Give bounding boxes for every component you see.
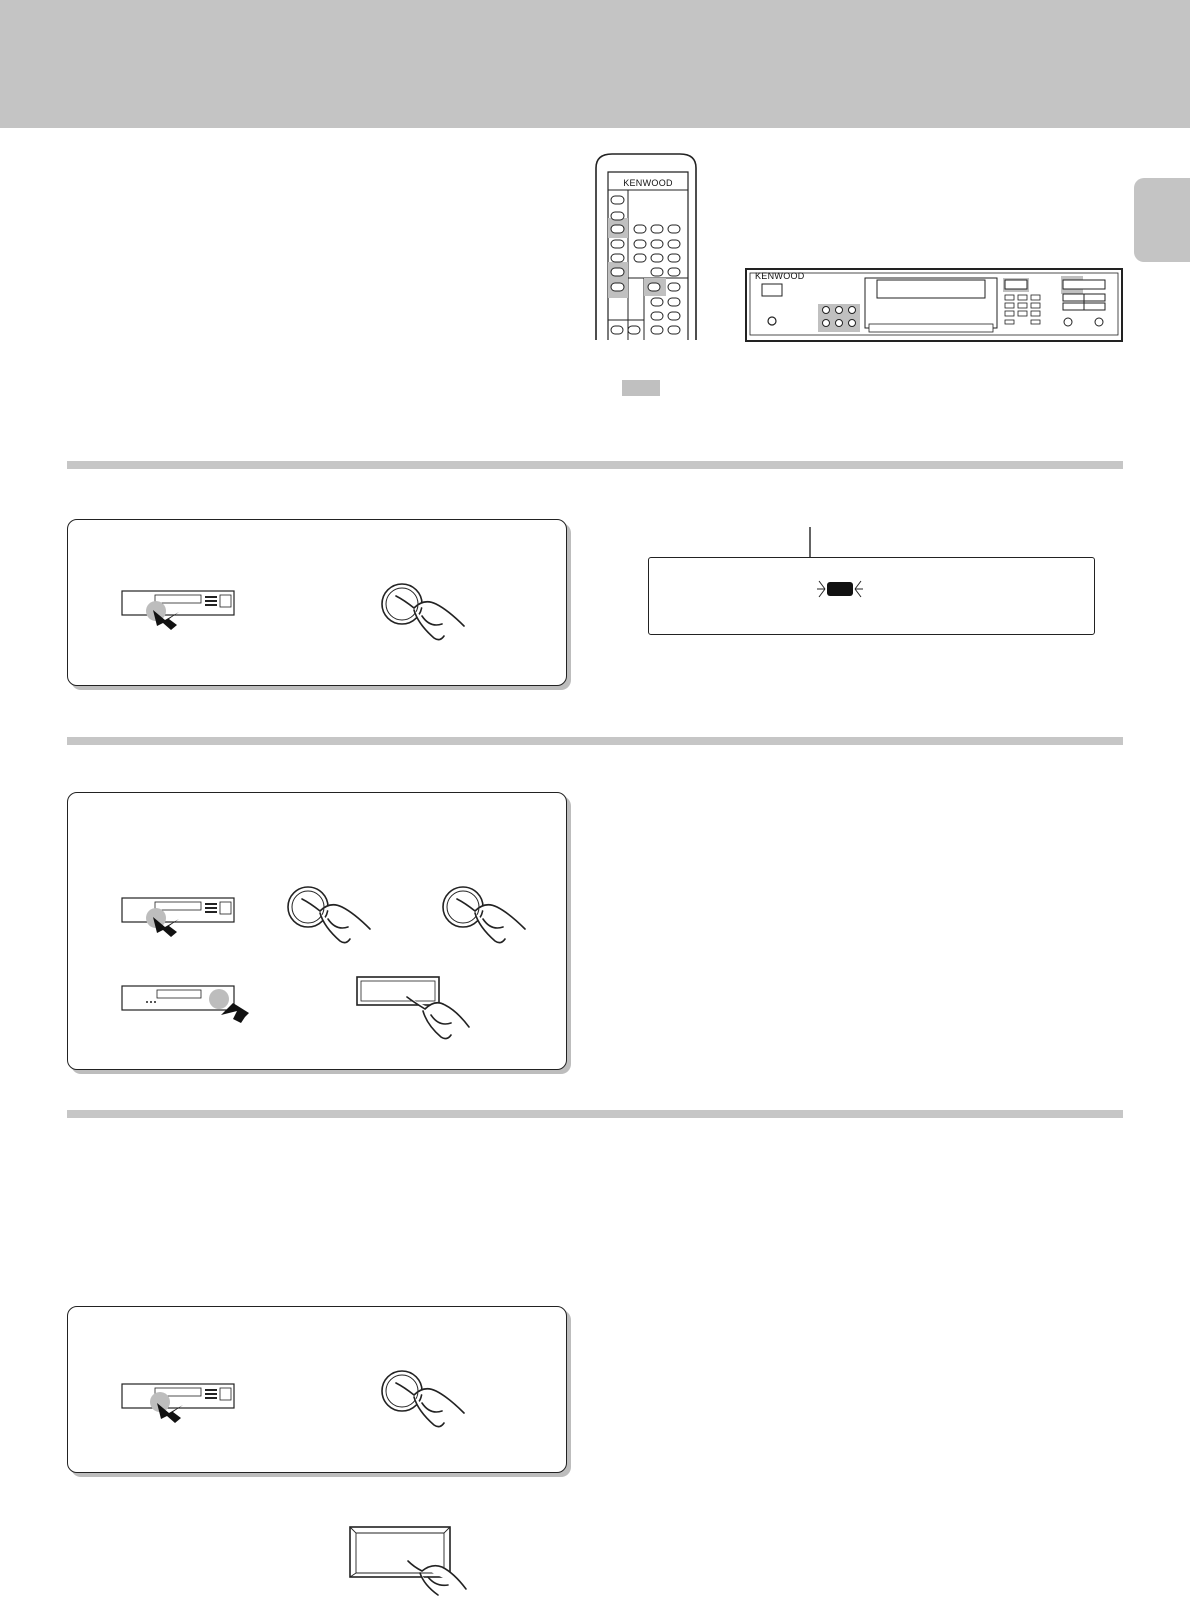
step-box-2 <box>67 792 567 1070</box>
display-panel <box>648 557 1095 635</box>
deck-brand: KENWOOD <box>755 271 805 281</box>
press-rect-button-hand-icon <box>355 975 485 1045</box>
header-band <box>0 0 1190 128</box>
press-button-hand-icon <box>378 580 488 650</box>
section-rule-2 <box>67 737 1123 745</box>
highlight-legend-swatch <box>622 380 660 396</box>
step-box-3 <box>67 1306 567 1473</box>
remote-control-illustration <box>592 150 702 340</box>
press-button-hand-icon-b <box>439 883 549 953</box>
section-rule-1 <box>67 461 1123 469</box>
press-button-hand-icon-c <box>378 1367 488 1437</box>
section-tab <box>1134 178 1190 262</box>
section-rule-3 <box>67 1110 1123 1118</box>
remote-brand: KENWOOD <box>623 178 673 188</box>
deck-press-button-icon-a <box>121 897 251 953</box>
deck-press-button-icon <box>121 590 251 646</box>
deck-press-button-icon-c <box>121 1383 251 1439</box>
step-box-1 <box>67 519 567 686</box>
deck-front-panel-illustration <box>745 268 1123 342</box>
deck-press-right-button-icon <box>121 985 261 1025</box>
press-rect-button-hand-icon-bottom <box>348 1525 478 1597</box>
blinking-indicator-icon <box>815 576 865 602</box>
press-button-hand-icon-a <box>284 883 394 953</box>
